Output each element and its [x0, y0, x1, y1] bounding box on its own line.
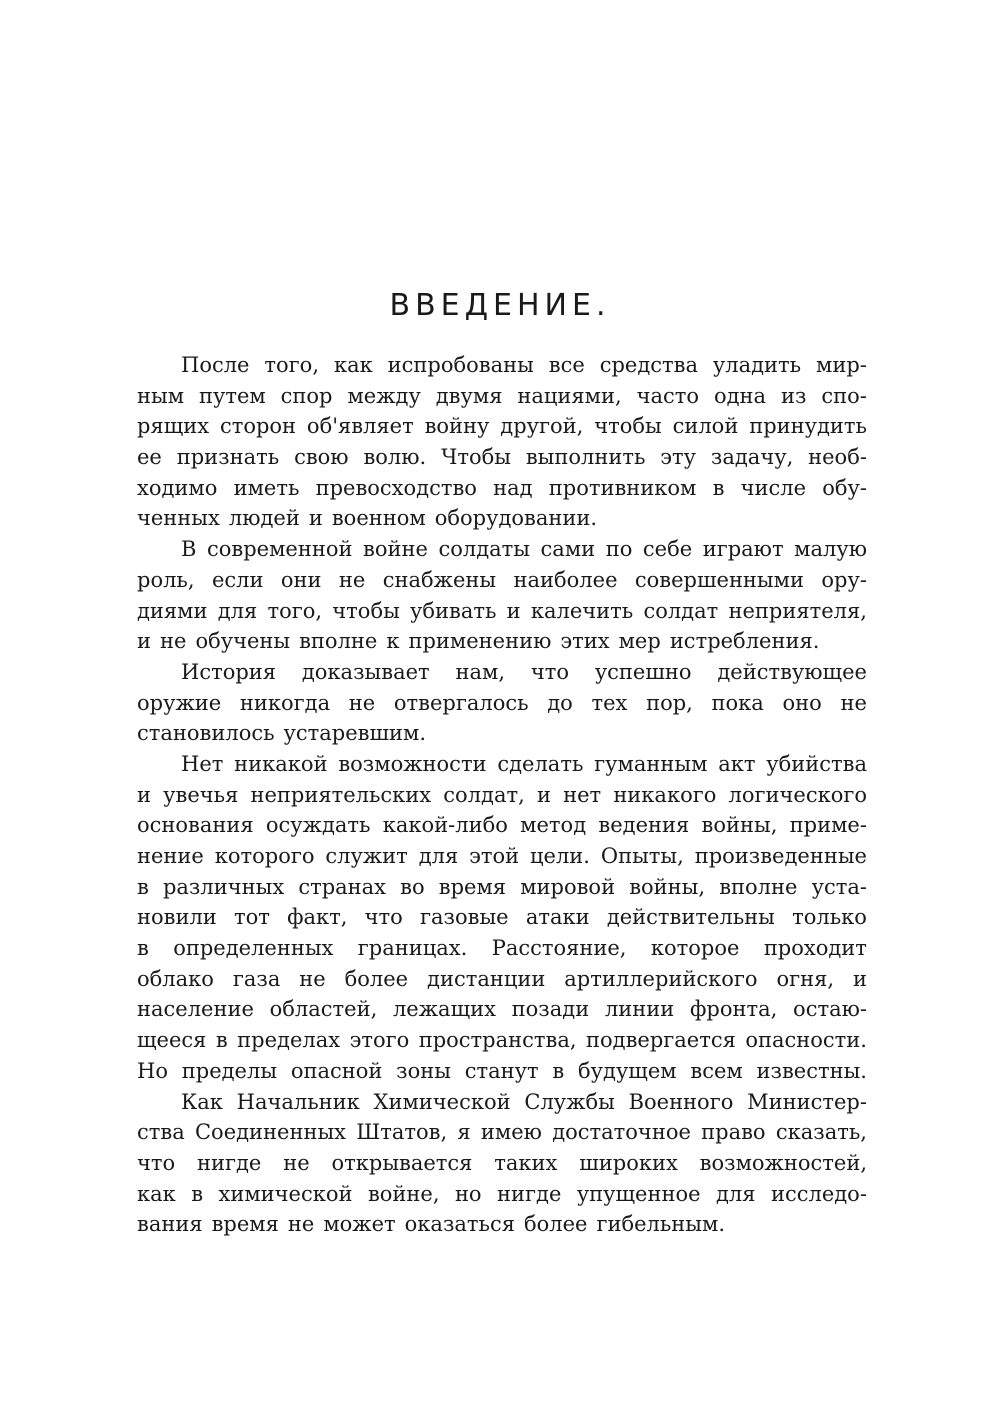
text-line: что нигде не открывается таких широких возможностей,	[137, 1150, 867, 1175]
text-line: роль, если они не снабжены наиболее совершенными ору-	[137, 567, 867, 592]
text-line: нение которого служит для этой цели. Опыты, произведенные	[137, 844, 867, 868]
text-line: оружие никогда не отвергалось до тех пор, пока оно не	[137, 690, 867, 715]
text-line: основания осуждать какой-либо метод ведения войны, приме-	[137, 813, 867, 838]
text-line: Как Начальник Химической Службы Военного Министер-	[181, 1089, 867, 1114]
text-line: вания время не может оказаться более гибельным.	[137, 1212, 726, 1237]
body-text	[137, 350, 867, 1240]
text-line: щееся в пределах этого пространства, подвергается опасности.	[137, 1028, 867, 1053]
text-line: ее признать свою волю. Чтобы выполнить эту задачу, необ-	[137, 445, 867, 470]
text-line: население областей, лежащих позади линии фронта, остаю-	[137, 997, 867, 1022]
text-line: в различных странах во время мировой войны, вполне уста-	[137, 874, 867, 899]
text-line: История доказывает нам, что успешно действующее	[181, 659, 867, 684]
text-line: ходимо иметь превосходство над противником в числе обу-	[137, 475, 867, 500]
text-line: В современной войне солдаты сами по себе играют малую	[181, 537, 867, 562]
text-line: ченных людей и военном оборудовании.	[137, 506, 598, 531]
text-line: как в химической войне, но нигде упущенное для исследо-	[137, 1181, 867, 1206]
text-line: и не обучены вполне к применению этих мер истребления.	[137, 629, 820, 654]
text-line: рящих сторон об'являет войну другой, чтобы силой принудить	[137, 414, 867, 439]
text-line: в определенных границах. Расстояние, которое проходит	[137, 936, 867, 961]
text-line: После того, как испробованы все средства уладить мир-	[181, 353, 867, 377]
text-line: и увечья неприятельских солдат, и нет никакого логического	[137, 782, 867, 807]
text-line: облако газа не более дистанции артиллерийского огня, и	[137, 966, 867, 991]
text-line: новили тот факт, что газовые атаки действительны только	[137, 905, 867, 930]
page-heading: ВВЕДЕНИЕ.	[389, 288, 611, 323]
text-line: ным путем спор между двумя нациями, часто одна из спо-	[137, 383, 867, 408]
text-line: Но пределы опасной зоны станут в будущем всем известны.	[137, 1058, 867, 1083]
text-line: Нет никакой возможности сделать гуманным акт убийства	[181, 751, 867, 776]
text-line: диями для того, чтобы убивать и калечить солдат неприятеля,	[137, 598, 867, 623]
text-line: становилось устаревшим.	[137, 721, 427, 746]
text-line: ства Соединенных Штатов, я имею достаточное право сказать,	[137, 1120, 867, 1145]
